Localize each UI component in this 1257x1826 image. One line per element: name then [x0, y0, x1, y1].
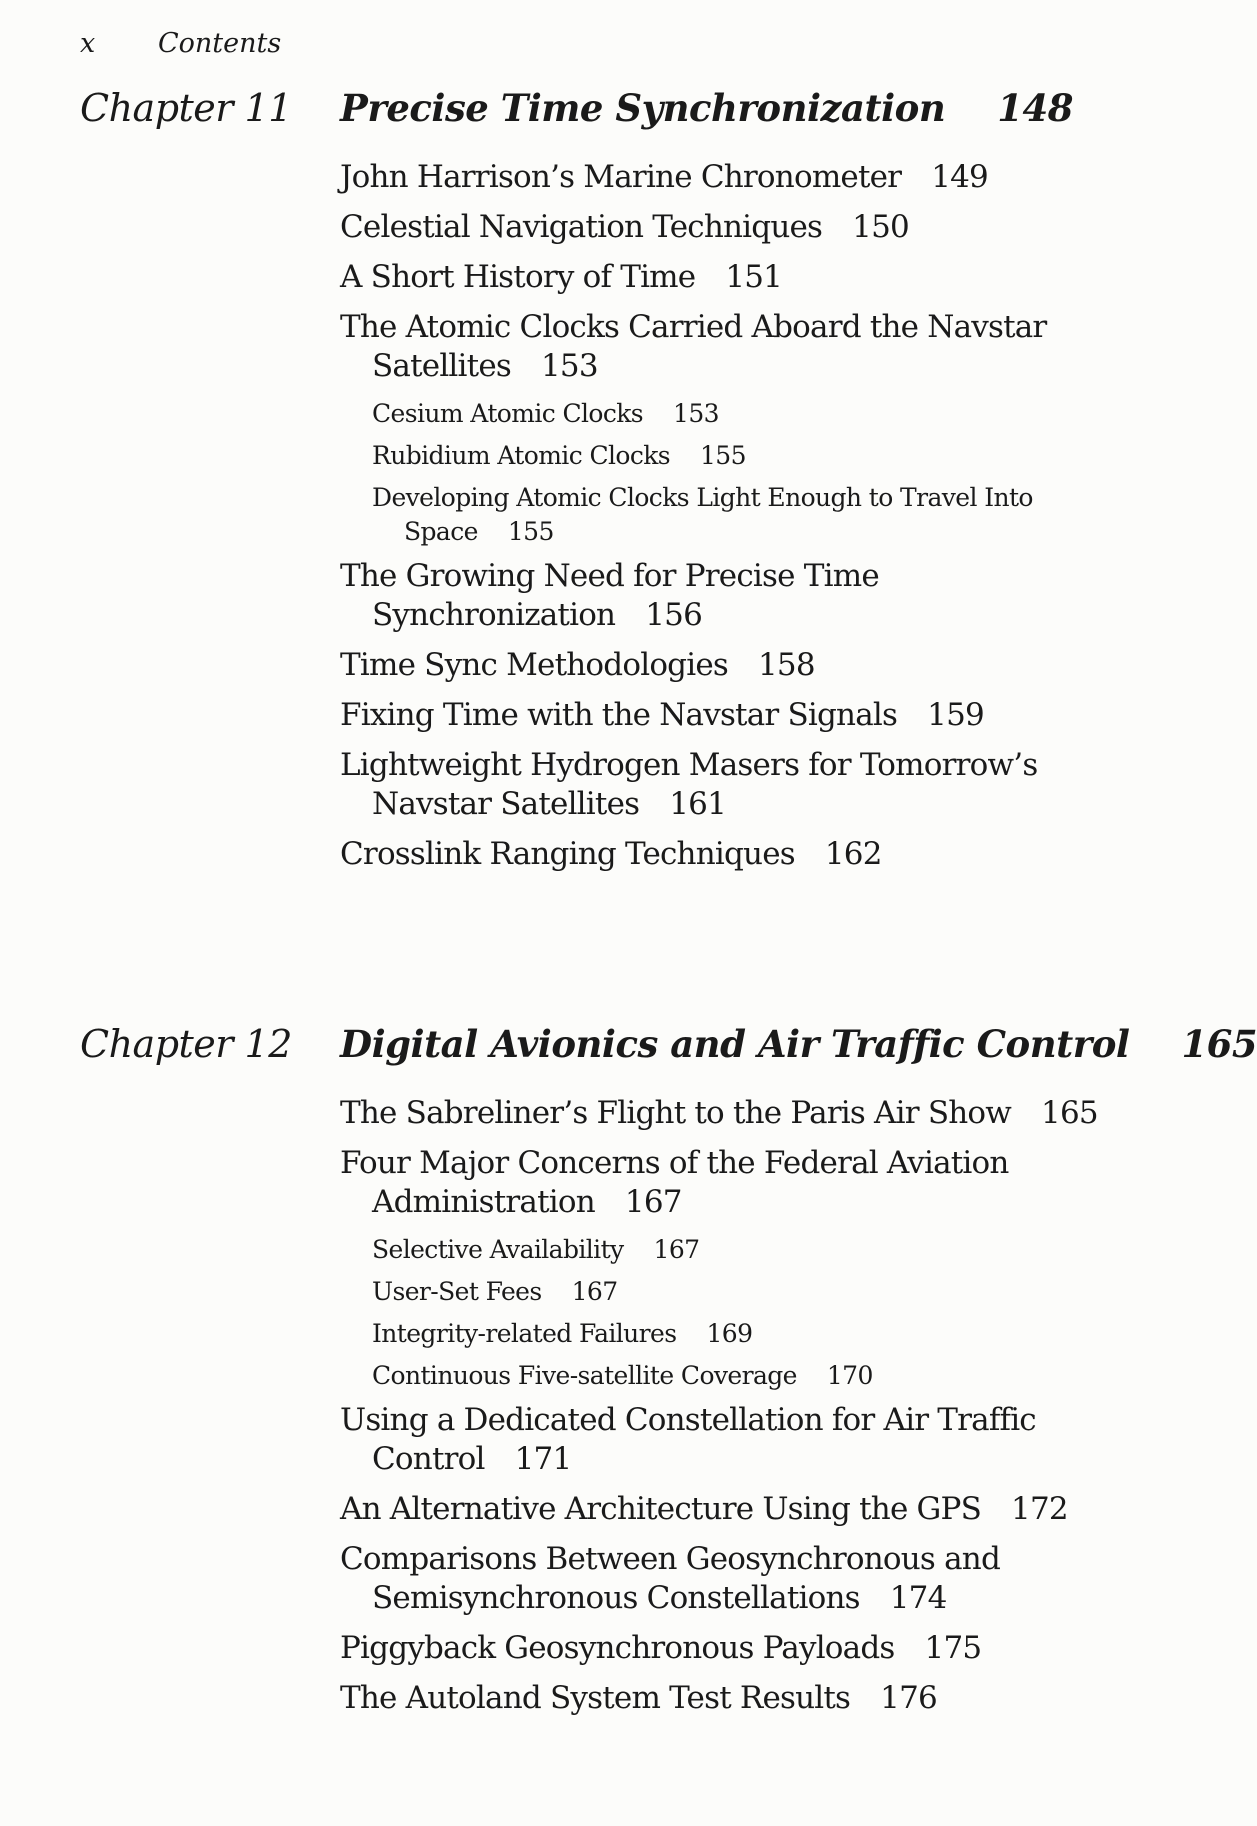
entry-title: The Sabreliner’s Flight to the Paris Air Show [340, 1095, 1012, 1131]
entry-page: 167 [624, 1184, 682, 1220]
entry-title: An Alternative Architecture Using the GPS [340, 1491, 982, 1527]
toc-entry [340, 208, 1100, 247]
entry-title: A Short History of Time [340, 259, 696, 295]
entry-page: 149 [931, 159, 988, 195]
entry-page: 161 [669, 786, 727, 822]
entry-title: Cesium Atomic Clocks [372, 399, 644, 428]
toc-subentry [372, 1233, 1100, 1267]
toc-subentry [372, 397, 1100, 431]
entry-title: Crosslink Ranging Techniques [340, 836, 795, 872]
entry-page: 155 [700, 441, 746, 470]
toc-entry [340, 1094, 1100, 1133]
chapter-title-text: Digital Avionics and Air Traffic Control [340, 1022, 1130, 1066]
entry-page: 156 [645, 597, 703, 633]
toc-entry [340, 646, 1100, 685]
entry-page: 153 [673, 399, 719, 428]
chapter-page-number: 165 [1181, 1022, 1257, 1066]
toc-entry [340, 258, 1100, 297]
entry-page: 151 [725, 259, 783, 295]
entry-title: Piggyback Geosynchronous Payloads [340, 1630, 895, 1666]
toc-entry [340, 746, 1100, 824]
toc-entry [340, 158, 1100, 197]
entry-page: 155 [507, 517, 554, 546]
running-head [80, 28, 281, 59]
entry-page: 150 [852, 209, 909, 245]
chapter-label: Chapter 11 [80, 86, 292, 130]
toc-subentry [372, 1359, 1100, 1393]
entry-page: 158 [758, 647, 815, 683]
toc-entry [340, 1144, 1100, 1222]
entry-title: Selective Availability [372, 1235, 624, 1264]
entry-title: Integrity-related Failures [372, 1319, 677, 1348]
entry-title: Developing Atomic Clocks Light Enough to Travel Into Space [372, 483, 1033, 546]
entry-title: Rubidium Atomic Clocks [372, 441, 670, 470]
toc-entry [340, 835, 1100, 874]
running-head-title: Contents [158, 28, 282, 59]
toc-entry [340, 1629, 1100, 1668]
chapter-title [340, 86, 1073, 130]
entry-page: 172 [1011, 1491, 1068, 1527]
entry-page: 153 [540, 348, 598, 384]
entry-page: 159 [927, 697, 984, 733]
page-folio: x [80, 28, 96, 59]
entry-page: 165 [1041, 1095, 1098, 1131]
entry-page: 175 [924, 1630, 982, 1666]
entry-title: Celestial Navigation Techniques [340, 209, 823, 245]
entry-page: 167 [571, 1277, 618, 1306]
toc-entry [340, 1490, 1100, 1529]
chapter-page-number: 148 [997, 86, 1073, 130]
toc-entry [340, 696, 1100, 735]
toc-subentry [372, 1317, 1100, 1351]
chapter-title [340, 1022, 1257, 1066]
entry-page: 170 [826, 1361, 873, 1390]
entry-title: The Autoland System Test Results [340, 1680, 851, 1716]
toc-subentry [372, 1275, 1100, 1309]
entry-page: 162 [824, 836, 882, 872]
toc-subentry [372, 439, 1100, 473]
entry-page: 174 [889, 1580, 947, 1616]
entry-page: 167 [653, 1235, 700, 1264]
entry-title: Fixing Time with the Navstar Signals [340, 697, 898, 733]
entry-title: John Harrison’s Marine Chronometer [340, 159, 902, 195]
entry-title: User-Set Fees [372, 1277, 542, 1306]
entry-page: 169 [706, 1319, 753, 1348]
entry-title: Four Major Concerns of the Federal Aviation Administration [340, 1145, 1009, 1220]
toc-entry [340, 557, 1100, 635]
toc-entry [340, 308, 1100, 386]
entry-title: Time Sync Methodologies [340, 647, 728, 683]
toc-entry [340, 1540, 1100, 1618]
entry-page: 176 [880, 1680, 937, 1716]
entry-page: 171 [514, 1441, 572, 1477]
entry-title: The Growing Need for Precise Time Synchronization [340, 558, 879, 633]
chapter-entries [340, 158, 1100, 885]
toc-subentry [372, 481, 1100, 549]
chapter-label: Chapter 12 [80, 1022, 292, 1066]
entry-title: Comparisons Between Geosynchronous and Semisynchronous Constellations [340, 1541, 1000, 1616]
chapter-entries [340, 1094, 1100, 1729]
toc-entry [340, 1679, 1100, 1718]
chapter-title-text: Precise Time Synchronization [340, 86, 946, 130]
entry-title: Using a Dedicated Constellation for Air Traffic Control [340, 1402, 1036, 1477]
entry-title: The Atomic Clocks Carried Aboard the Navstar Satellites [340, 309, 1047, 384]
entry-title: Lightweight Hydrogen Masers for Tomorrow’s Navstar Satellites [340, 747, 1038, 822]
toc-entry [340, 1401, 1100, 1479]
entry-title: Continuous Five-satellite Coverage [372, 1361, 797, 1390]
